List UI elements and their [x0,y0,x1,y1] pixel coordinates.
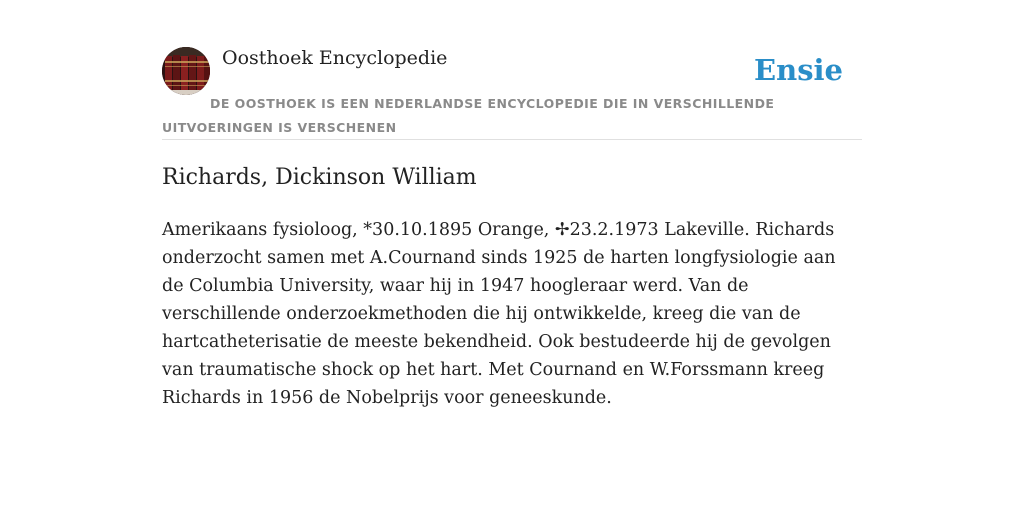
book-spines-icon[interactable] [162,47,210,95]
brand-logo[interactable]: Ensie [754,53,843,87]
site-tagline: DE OOSTHOEK IS EEN NEDERLANDSE ENCYCLOPEDIE DIE IN VERSCHILLENDE UITVOERINGEN IS VERSCHENEN [162,96,775,135]
site-name[interactable]: Oosthoek Encyclopedie [222,47,448,69]
article-title: Richards, Dickinson William [162,165,477,190]
site-header [162,46,862,140]
article-body: Amerikaans fysioloog, *30.10.1895 Orange, ✢23.2.1973 Lakeville. Richards onderzocht samen met A.Cournand sinds 1925 de harten longfysiologie aan de Columbia University, waar hij in 1947 hoogleraar werd. Van de verschillende onderzoekmethoden die hij ontwikkelde, kreeg die van de hartcatheterisatie de meeste bekendheid. Ook bestudeerde hij de gevolgen van traumatische shock op het hart. Met Cournand en W.Forssmann kreeg Richards in 1956 de Nobelprijs voor geneeskunde. [162,220,836,408]
header-divider [162,139,862,140]
